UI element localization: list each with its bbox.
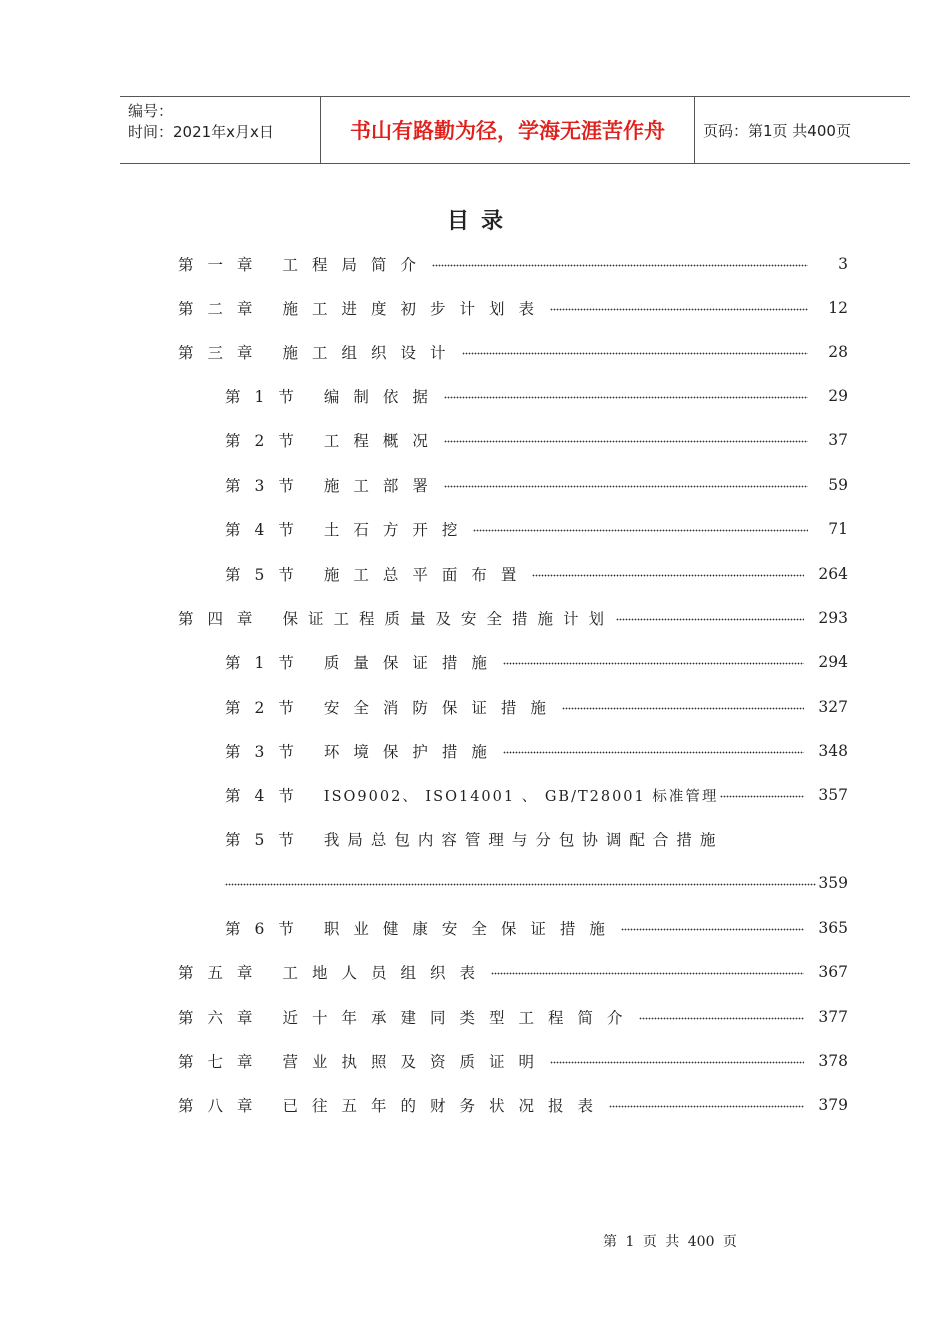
page-footer: 第 1 页 共 400 页	[603, 1234, 737, 1250]
toc-entry-title: 工程概况	[323, 432, 442, 450]
toc-entry-page: 71	[828, 520, 848, 538]
toc-entry-title: 编制依据	[323, 388, 442, 406]
toc-entry-label: 第八章	[178, 1097, 267, 1115]
toc-entry[interactable]	[178, 1093, 848, 1117]
toc-entry-page: 293	[818, 609, 848, 627]
toc-entry-continuation[interactable]	[225, 871, 848, 895]
toc-entry-title: 土石方开挖	[323, 521, 472, 539]
toc-entry[interactable]	[178, 252, 848, 276]
toc-entry-title: 保证工程质量及安全措施计划	[282, 610, 615, 628]
toc-leader-dots	[616, 615, 804, 621]
toc-leader-dots	[462, 349, 808, 355]
toc-entry-page: 264	[818, 565, 848, 583]
toc-entry-page: 365	[818, 919, 848, 937]
toc-entry[interactable]	[225, 473, 848, 497]
toc-entry[interactable]	[225, 562, 848, 586]
toc-entry-page: 367	[818, 963, 848, 981]
toc-entry[interactable]	[225, 650, 848, 674]
toc-entry-label: 第1节	[225, 388, 308, 406]
toc-entry-title: 施工组织设计	[282, 344, 460, 362]
toc-leader-dots	[550, 1058, 804, 1064]
toc-leader-dots	[562, 704, 805, 710]
toc-entry[interactable]	[225, 695, 848, 719]
toc-leader-dots	[550, 305, 808, 311]
toc-entry[interactable]	[178, 1005, 848, 1029]
toc-entry-title: 工地人员组织表	[282, 964, 490, 982]
toc-entry-label: 第四章	[178, 610, 267, 628]
toc-entry-page: 348	[818, 742, 848, 760]
toc-leader-dots	[444, 393, 808, 399]
toc-entry-label: 第5节	[225, 831, 308, 849]
toc-entry[interactable]	[225, 827, 848, 851]
toc-leader-dots	[444, 437, 808, 443]
document-header	[120, 96, 910, 164]
toc-entry[interactable]	[225, 428, 848, 452]
toc-entry-title: 已往五年的财务状况报表	[282, 1097, 608, 1115]
toc-entry-title: 近十年承建同类型工程简介	[282, 1009, 637, 1027]
toc-entry-title: 环境保护措施	[323, 743, 501, 761]
toc-leader-dots	[491, 969, 804, 975]
toc-leader-dots	[444, 482, 808, 488]
toc-entry-page: 3	[838, 255, 848, 273]
toc-entry-title: 营业执照及资质证明	[282, 1053, 549, 1071]
header-meta	[120, 97, 321, 163]
toc-entry-title: 施工总平面布置	[323, 566, 531, 584]
toc-title: 目录	[446, 208, 515, 234]
toc-entry[interactable]	[178, 296, 848, 320]
toc-entry[interactable]	[225, 739, 848, 763]
toc-entry[interactable]	[178, 606, 848, 630]
toc-entry[interactable]	[178, 960, 848, 984]
toc-entry[interactable]	[178, 340, 848, 364]
toc-entry-page: 359	[818, 874, 848, 892]
document-number: 编号：	[128, 102, 174, 120]
toc-leader-dots	[621, 925, 805, 931]
toc-entry[interactable]	[178, 1049, 848, 1073]
toc-entry-page: 379	[818, 1096, 848, 1114]
toc-entry[interactable]	[225, 517, 848, 541]
toc-leader-dots	[503, 659, 805, 665]
toc-entry-page: 378	[818, 1052, 848, 1070]
toc-entry-title: 职业健康安全保证措施	[323, 920, 619, 938]
toc-entry-title: 质量保证措施	[323, 654, 501, 672]
toc-entry-page: 357	[818, 786, 848, 804]
toc-entry-label: 第4节	[225, 787, 308, 805]
toc-entry-page: 294	[818, 653, 848, 671]
toc-entry-page: 327	[818, 698, 848, 716]
toc-leader-dots	[532, 571, 804, 577]
toc-entry-title: 施工进度初步计划表	[282, 300, 549, 318]
header-page-number: 页码：第1页 共400页	[703, 121, 851, 140]
toc-entry-label: 第三章	[178, 344, 267, 362]
header-motto: 书山有路勤为径，学海无涯苦作舟	[321, 97, 695, 163]
toc-entry-label: 第3节	[225, 477, 308, 495]
toc-entry-label: 第6节	[225, 920, 308, 938]
toc-entry-title: 施工部署	[323, 477, 442, 495]
toc-entry-page: 28	[828, 343, 848, 361]
toc-leader-dots	[720, 792, 804, 798]
toc-leader-dots	[609, 1102, 804, 1108]
toc-entry-label: 第一章	[178, 256, 267, 274]
toc-leader-dots	[503, 748, 805, 754]
toc-entry-page: 59	[828, 476, 848, 494]
toc-entry-title: 我局总包内容管理与分包协调配合措施	[323, 831, 724, 849]
toc-entry-page: 37	[828, 431, 848, 449]
toc-entry[interactable]	[225, 384, 848, 408]
toc-entry-label: 第2节	[225, 699, 308, 717]
toc-entry-label: 第1节	[225, 654, 308, 672]
toc-leader-dots	[432, 261, 808, 267]
toc-entry-title: 安全消防保证措施	[323, 699, 560, 717]
toc-entry-title: ISO9002、 ISO14001 、 GB/T28001 标准管理	[323, 788, 719, 805]
toc-entry-label: 第二章	[178, 300, 267, 318]
toc-entry-label: 第4节	[225, 521, 308, 539]
document-time: 时间：2021年x月x日	[128, 123, 274, 141]
toc-leader-dots	[225, 880, 816, 886]
toc-entry-label: 第3节	[225, 743, 308, 761]
toc-entry-label: 第5节	[225, 566, 308, 584]
toc-entry-label: 第六章	[178, 1009, 267, 1027]
toc-entry-title: 工程局简介	[282, 256, 431, 274]
toc-entry-label: 第2节	[225, 432, 308, 450]
toc-leader-dots	[639, 1014, 805, 1020]
toc-entry[interactable]	[225, 783, 848, 807]
toc-entry-page: 29	[828, 387, 848, 405]
toc-entry-label: 第五章	[178, 964, 267, 982]
toc-entry-label: 第七章	[178, 1053, 267, 1071]
toc-leader-dots	[473, 526, 808, 532]
toc-entry-page: 12	[828, 299, 848, 317]
toc-entry[interactable]	[225, 916, 848, 940]
toc-entry-page: 377	[818, 1008, 848, 1026]
